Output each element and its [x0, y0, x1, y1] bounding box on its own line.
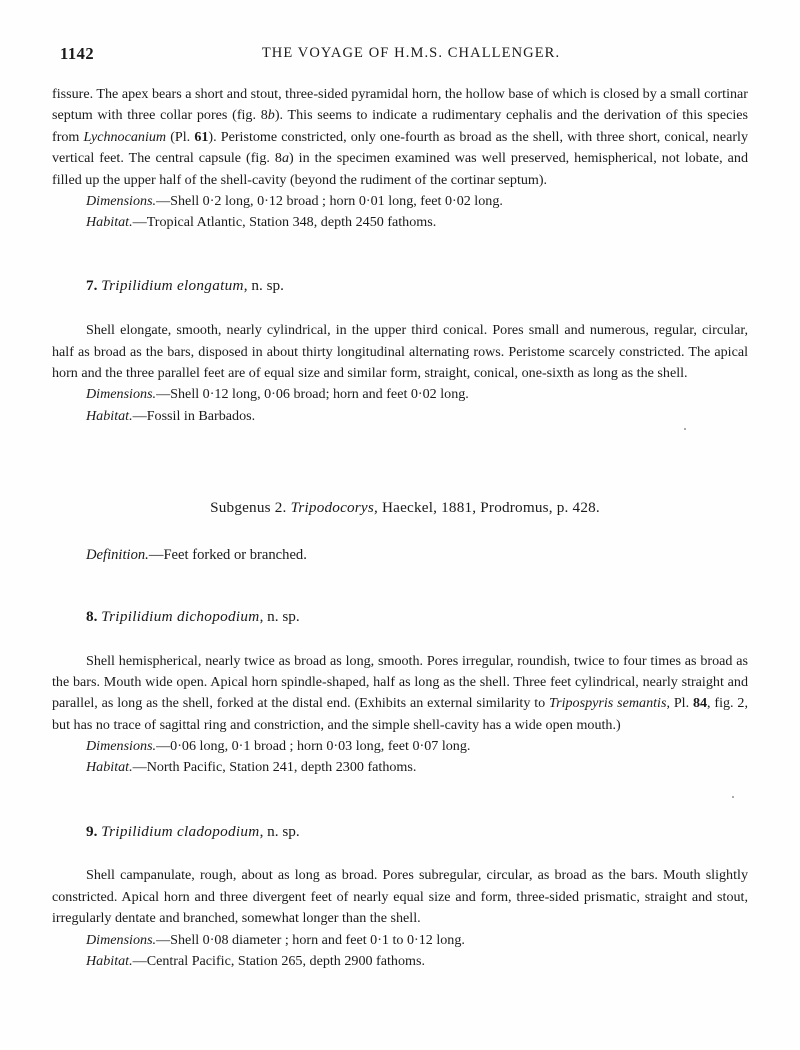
body-column	[52, 84, 748, 972]
habitat-label: Habitat.	[86, 952, 133, 969]
habitat-line	[52, 212, 748, 233]
species-authority: , n. sp.	[259, 607, 300, 625]
habitat-text: —Central Pacific, Station 265, depth 2900 fathoms.	[132, 952, 425, 969]
definition-text: —Feet forked or branched.	[148, 546, 307, 563]
species-heading-9	[52, 821, 748, 844]
page-header	[52, 40, 748, 74]
habitat-line	[52, 406, 748, 427]
species-name: Tripilidium cladopodium	[101, 822, 260, 840]
species-number: 8.	[86, 607, 98, 625]
dimensions-label: Dimensions.	[86, 386, 157, 403]
species-description-9: Shell campanulate, rough, about as long as broad. Pores subregular, circular, as broad as the bars. Mouth slightly constricted. Apical horn and three divergent feet of nearly equal size and form, three-sided prismatic, straight and stout, irregularly dentate and branched, somewhat longer than the shell.	[52, 867, 748, 927]
species-authority: , n. sp.	[259, 822, 300, 840]
species-name: Tripilidium dichopodium	[101, 607, 260, 625]
dimensions-label: Dimensions.	[86, 193, 157, 210]
spacer	[52, 779, 748, 821]
dimensions-line	[52, 930, 748, 951]
page-speck	[732, 796, 734, 798]
definition-label: Definition.	[86, 546, 149, 563]
spacer	[52, 843, 748, 865]
species-heading-7	[52, 275, 748, 298]
dimensions-label: Dimensions.	[86, 931, 157, 948]
habitat-text: —North Pacific, Station 241, depth 2300 fathoms.	[132, 759, 417, 776]
subgenus-definition	[52, 547, 748, 564]
dimensions-text: —Shell 0·12 long, 0·06 broad; horn and feet 0·02 long.	[156, 386, 469, 403]
subgenus-reference: , Haeckel, 1881, Prodromus, p. 428.	[373, 498, 600, 516]
spacer	[52, 233, 748, 275]
species-name: Tripilidium elongatum	[101, 277, 244, 295]
habitat-label: Habitat.	[86, 214, 133, 231]
spacer	[52, 629, 748, 651]
page-speck	[684, 428, 686, 430]
dimensions-text: —Shell 0·08 diameter ; horn and feet 0·1 to 0·12 long.	[156, 931, 465, 948]
habitat-line	[52, 757, 748, 778]
species-description-8: Shell hemispherical, nearly twice as broad as long, smooth. Pores irregular, roundish, twice to four times as broad as the bars. Mouth wide open. Apical horn spindle-shaped, half as long as the shell. Three feet cylindrical, nearly straight and parallel, as long as the shell, forked at the distal end. (Exhibits an external similarity to Tripospyris semantis, Pl. 84, fig. 2, but has no trace of sagittal ring and constriction, and the simple shell-cavity has a wide open mouth.)	[52, 652, 748, 733]
running-head: THE VOYAGE OF H.M.S. CHALLENGER.	[261, 45, 561, 61]
paragraph-intro: fissure. The apex bears a short and stout, three-sided pyramidal horn, the hollow base of which is closed by a small cortinar septum with three collar pores (fig. 8b). This seems to indicate a rudimentary cephalis and the derivation of this species from Lychnocanium (Pl. 61). Peristome constricted, only one-fourth as broad as the shell, with three short, conical, nearly vertical feet. The central capsule (fig. 8a) in the specimen examined was well preserved, hemispherical, not lobate, and filled up the upper half of the shell-cavity (beyond the rudiment of the cortinar septum).	[52, 86, 749, 188]
dimensions-label: Dimensions.	[86, 738, 157, 755]
folio-number: 1142	[60, 44, 95, 63]
spacer	[52, 564, 748, 606]
habitat-line	[52, 951, 748, 972]
subgenus-prefix: Subgenus 2.	[210, 498, 287, 516]
species-heading-8	[52, 606, 748, 629]
habitat-label: Habitat.	[86, 759, 133, 776]
spacer	[52, 517, 748, 547]
spacer	[52, 469, 748, 499]
habitat-label: Habitat.	[86, 407, 133, 424]
dimensions-text: —Shell 0·2 long, 0·12 broad ; horn 0·01 long, feet 0·02 long.	[156, 193, 503, 210]
subgenus-heading	[52, 499, 748, 517]
species-description-7: Shell elongate, smooth, nearly cylindrical, in the upper third conical. Pores small and numerous, regular, circular, half as broad as the bars, disposed in about thirty longitudinal alternating rows. Peristome scarcely constricted. The apical horn and the three parallel feet are of equal size and similar form, straight, conical, one-sixth as long as the shell.	[52, 322, 748, 382]
spacer	[52, 427, 748, 469]
species-authority: , n. sp.	[243, 277, 284, 295]
species-number: 9.	[86, 822, 98, 840]
habitat-text: —Tropical Atlantic, Station 348, depth 2450 fathoms.	[132, 214, 437, 231]
spacer	[52, 298, 748, 320]
species-number: 7.	[86, 277, 98, 295]
dimensions-line	[52, 736, 748, 757]
dimensions-line	[52, 191, 748, 212]
habitat-text: —Fossil in Barbados.	[132, 407, 256, 424]
dimensions-text: —0·06 long, 0·1 broad ; horn 0·03 long, feet 0·07 long.	[156, 738, 471, 755]
dimensions-line	[52, 384, 748, 405]
subgenus-name: Tripodocorys	[290, 498, 374, 516]
